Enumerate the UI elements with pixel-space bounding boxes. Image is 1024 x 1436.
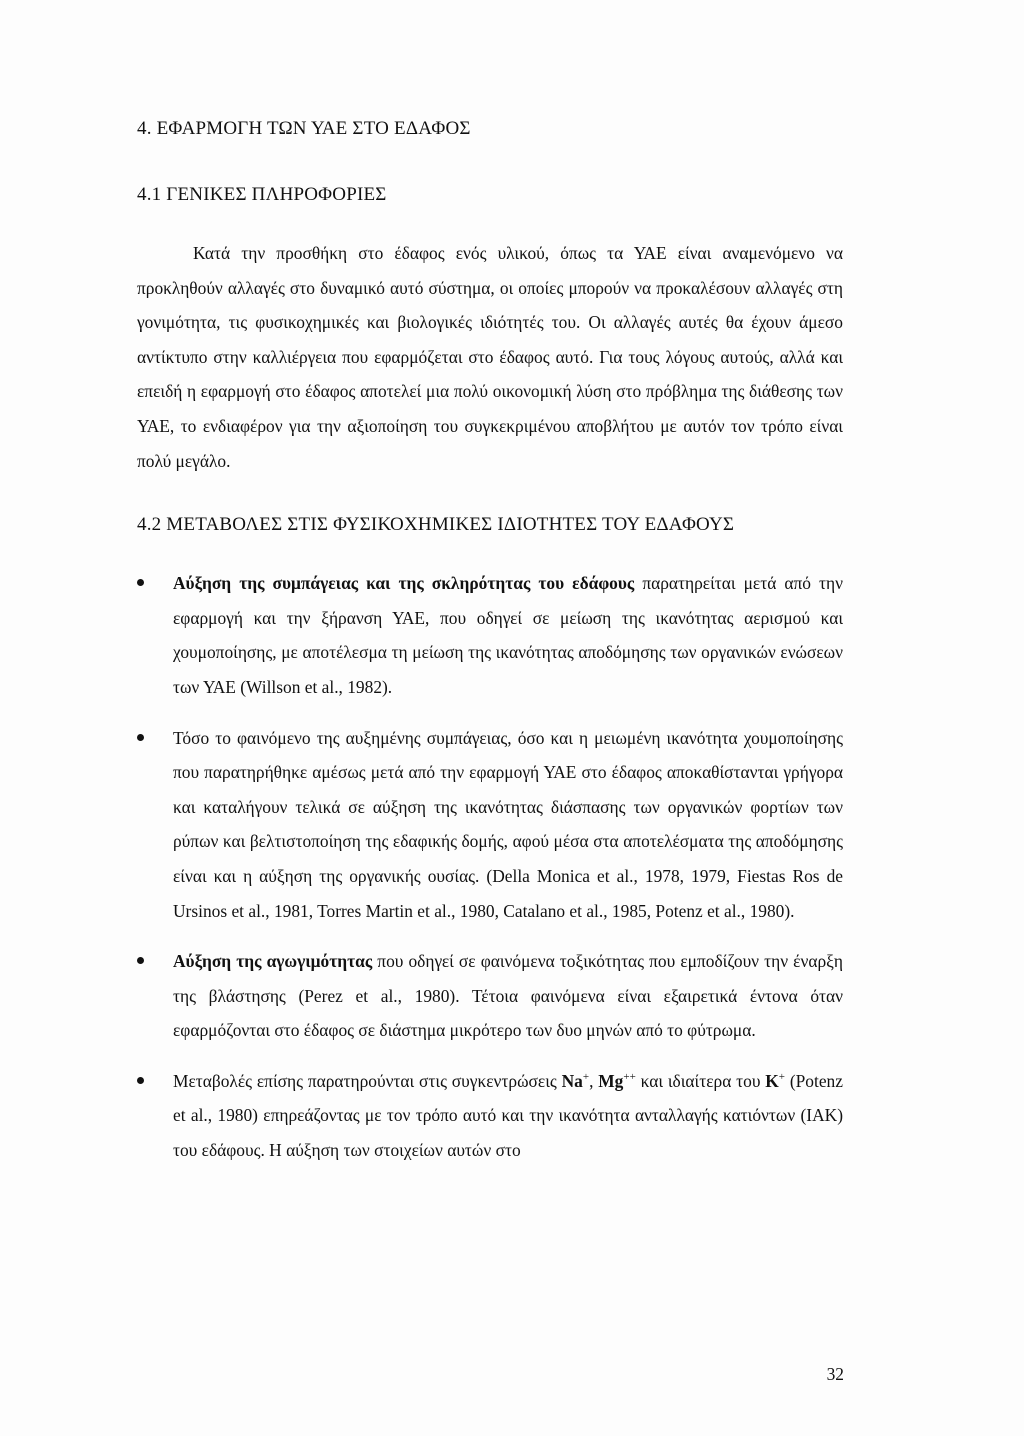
bullet-icon — [137, 1077, 144, 1084]
potassium-charge: + — [778, 1071, 786, 1084]
list-item-text: που οδηγεί σε φαινόμενα τοξικότητας που εμποδίζουν την έναρξη της βλάστησης (Perez et al., 1980). Τέτοια φαινόμενα είναι εξαιρετικά έντονα όταν εφαρμόζονται στο έδαφος σε διάστημα μικρότερο των δυο μηνών από το φύτρωμα. — [173, 951, 843, 1041]
list-item — [137, 944, 843, 1048]
sodium-charge: + — [582, 1071, 590, 1084]
bullet-icon — [137, 734, 144, 741]
list-item — [137, 1064, 843, 1168]
section-heading-general-info: 4.1 ΓΕΝΙΚΕΣ ΠΛΗΡΟΦΟΡΙΕΣ — [137, 184, 387, 205]
list-item-text: παρατηρείται μετά από την εφαρμογή και την ξήρανση ΥΑΕ, που οδηγεί σε μείωση της ικανότητας αερισμού και χουμοποίησης, με αποτέλεσμα τη μείωση της ικανότητας αποδόμησης των οργανικών ενώσεων των ΥΑΕ (Willson et al., 1982). — [173, 573, 843, 697]
list-item-text: Μεταβολές επίσης παρατηρούνται στις συγκεντρώσεις — [173, 1070, 562, 1091]
bullet-icon — [137, 579, 144, 586]
page-number: 32 — [826, 1364, 844, 1384]
section-heading-physicochemical: 4.2 ΜΕΤΑΒΟΛΕΣ ΣΤΙΣ ΦΥΣΙΚΟΧΗΜΙΚΕΣ ΙΔΙΟΤΗΤΕΣ ΤΟΥ ΕΔΑΦΟΥΣ — [137, 514, 735, 536]
page-content — [137, 118, 843, 1184]
sodium-symbol: Na — [561, 1070, 583, 1091]
changes-list — [137, 566, 843, 1168]
list-item-bold: Αύξηση της αγωγιμότητας — [173, 951, 373, 972]
potassium-symbol: K — [765, 1070, 779, 1091]
list-item-bold: Αύξηση της συμπάγειας και της σκληρότητας του εδάφους — [173, 573, 635, 594]
list-item-text: και ιδιαίτερα του — [635, 1070, 766, 1091]
list-item-text: (Potenz et al., 1980) επηρεάζοντας με τον τρόπο αυτό και την ικανότητα ανταλλαγής κατιόντων (ΙΑΚ) του εδάφους. Η αύξηση των στοιχείων αυτών στο — [173, 1070, 843, 1161]
magnesium-symbol: Mg — [598, 1070, 624, 1091]
list-item-text: Τόσο το φαινόμενο της αυξημένης συμπάγειας, όσο και η μειωμένη ικανότητα χουμοποίησης που παρατηρήθηκε αμέσως μετά από την εφαρμογή ΥΑΕ στο έδαφος αποκαθίστανται γρήγορα και καταλήγουν τελικά σε αύξηση της ικανότητας διάσπασης των οργανικών φορτίων των ρύπων και βελτιστοποίηση της εδαφικής δομής, αφού μέσα στα αποτελέσματα της αποδόμησης είναι και η αύξηση της οργανικής ουσίας. (Della Monica et al., 1978, 1979, Fiestas Ros de Ursinos et al., 1981, Torres Martin et al., 1980, Catalano et al., 1985, Potenz et al., 1980). — [173, 727, 843, 921]
chapter-heading: 4. ΕΦΑΡΜΟΓΗ ΤΩΝ ΥΑΕ ΣΤΟ ΕΔΑΦΟΣ — [137, 118, 471, 139]
general-info-paragraph: Κατά την προσθήκη στο έδαφος ενός υλικού, όπως τα ΥΑΕ είναι αναμενόμενο να προκληθούν αλλαγές στο δυναμικό αυτό σύστημα, οι οποίες μπορούν να προκαλέσουν αλλαγές στη γονιμότητα, τις φυσικοχημικές και βιολογικές ιδιότητές του. Οι αλλαγές αυτές θα έχουν άμεσο αντίκτυπο στην καλλιέργεια που εφαρμόζεται στο έδαφος αυτό. Για τους λόγους αυτούς, αλλά και επειδή η εφαρμογή στο έδαφος αποτελεί μια πολύ οικονομική λύση στο πρόβλημα της διάθεσης των ΥΑΕ, το ενδιαφέρον για την αξιοποίηση του συγκεκριμένου αποβλήτου με αυτόν τον τρόπο είναι πολύ μεγάλο. — [137, 243, 843, 471]
list-item-separator: , — [589, 1070, 599, 1091]
magnesium-charge: ++ — [623, 1071, 636, 1084]
bullet-icon — [137, 957, 144, 964]
list-item — [137, 721, 843, 929]
list-item — [137, 566, 843, 704]
